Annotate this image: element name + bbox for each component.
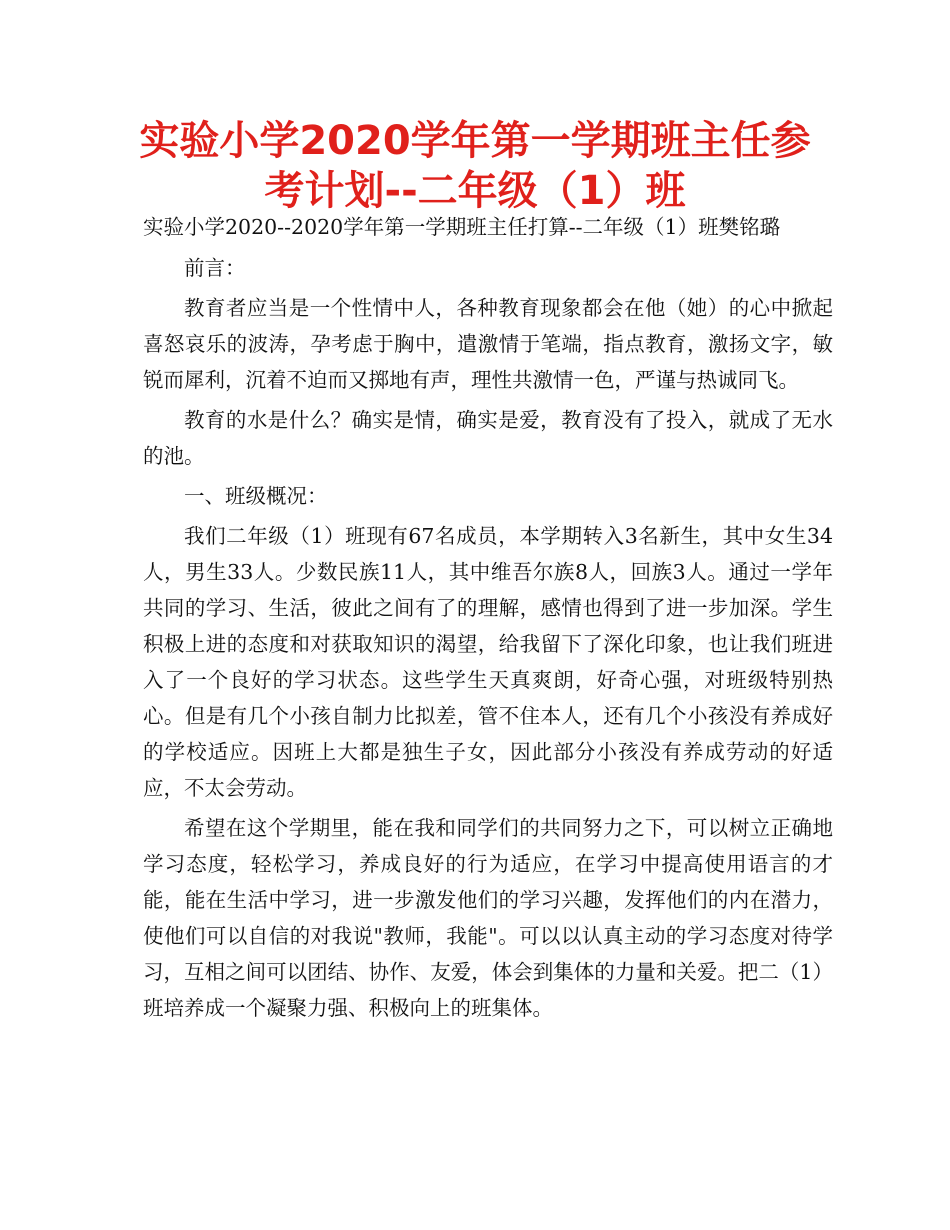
paragraph-preface: 教育者应当是一个性情中人，各种教育现象都会在他（她）的心中掀起喜怒哀乐的波涛，孕考虑于胸中，遣激情于笔端，指点教育，激扬文字，敏锐而犀利，沉着不迫而又掷地有声，理性共激情一色，严谨与热诚同飞。 — [143, 296, 833, 392]
document-body — [143, 210, 833, 1030]
section-heading-class-overview: 一、班级概况： — [184, 484, 328, 508]
paragraph-water-of-education: 教育的水是什么？确实是情，确实是爱，教育没有了投入，就成了无水的池。 — [143, 408, 833, 468]
document-title: 实验小学2020学年第一学期班主任参考计划--二年级（1）班 — [139, 118, 811, 214]
paragraph-hopes: 希望在这个学期里，能在我和同学们的共同努力之下，可以树立正确地学习态度，轻松学习，养成良好的行为适应，在学习中提高使用语言的才能，能在生活中学习，进一步激发他们的学习兴趣，发挥他们的内在潜力，使他们可以自信的对我说"教师，我能"。可以以认真主动的学习态度对待学习，互相之间可以团结、协作、友爱，体会到集体的力量和关爱。把二（1）班培养成一个凝聚力强、积极向上的班集体。 — [143, 816, 833, 1020]
paragraph-class-overview: 我们二年级（1）班现有67名成员，本学期转入3名新生，其中女生34人，男生33人。少数民族11人，其中维吾尔族8人，回族3人。通过一学年共同的学习、生活，彼此之间有了的理解，感情也得到了进一步加深。学生积极上进的态度和对获取知识的渴望，给我留下了深化印象，也让我们班进入了一个良好的学习状态。这些学生天真爽朗，好奇心强，对班级特别热心。但是有几个小孩自制力比拟差，管不住本人，还有几个小孩没有养成好的学校适应。因班上大都是独生子女，因此部分小孩没有养成劳动的好适应，不太会劳动。 — [143, 524, 833, 800]
paragraph-preface-heading: 前言： — [184, 256, 246, 280]
document-subtitle: 实验小学2020--2020学年第一学期班主任打算--二年级（1）班樊铭璐 — [143, 215, 781, 239]
